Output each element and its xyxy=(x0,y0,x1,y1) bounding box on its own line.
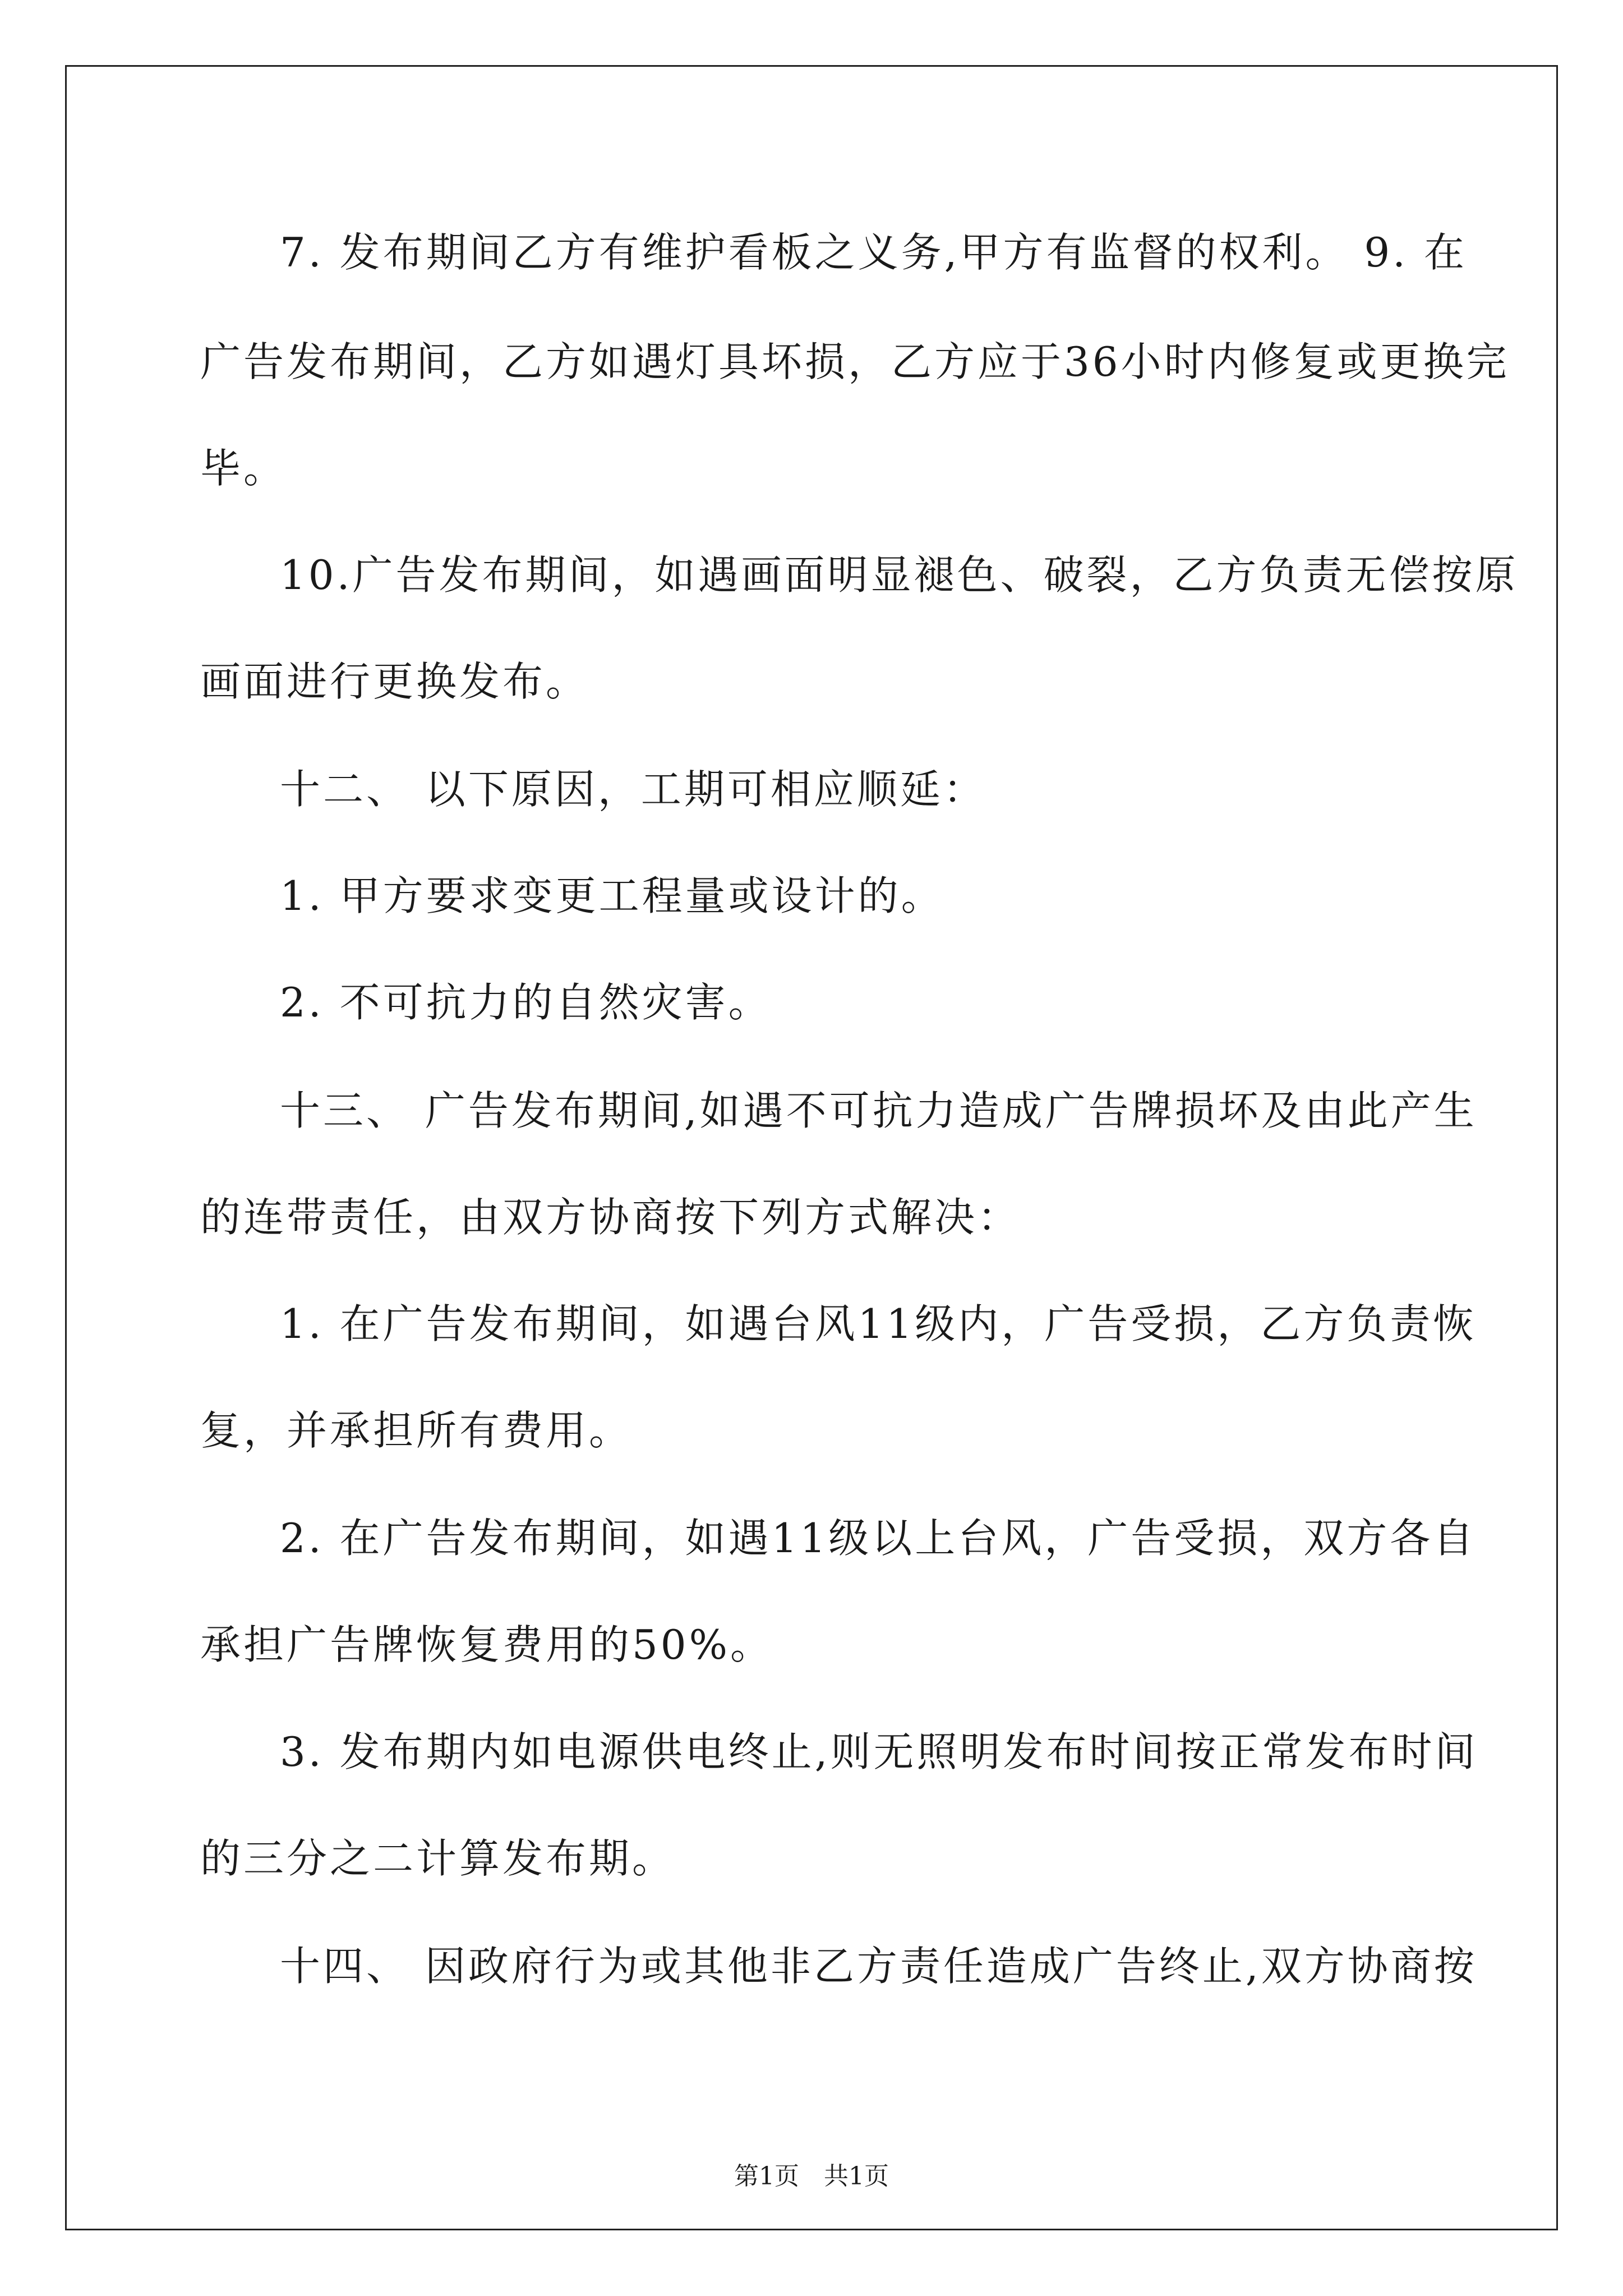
list-item-1: 1. 甲方要求变更工程量或设计的。 xyxy=(280,872,944,919)
sub-item-3-line-1: 3. 发布期内如电源供电终止,则无照明发布时间按正常发布时间 xyxy=(280,1728,1478,1775)
paragraph-1-line-3: 毕。 xyxy=(200,445,287,492)
section-heading-12: 十二、 以下原因，工期可相应顺延： xyxy=(280,766,986,813)
sub-item-1-line-1: 1. 在广告发布期间，如遇台风11级内，广告受损，乙方负责恢 xyxy=(280,1300,1477,1347)
sub-item-2-line-1: 2. 在广告发布期间，如遇11级以上台风，广告受损，双方各自 xyxy=(280,1515,1477,1562)
section-heading-14: 十四、 因政府行为或其他非乙方责任造成广告终止,双方协商按 xyxy=(280,1943,1477,1990)
paragraph-2-line-1: 10.广告发布期间，如遇画面明显褪色、破裂，乙方负责无偿按原 xyxy=(280,551,1519,599)
list-item-2: 2. 不可抗力的自然灾害。 xyxy=(280,979,772,1026)
sub-item-2-line-2: 承担广告牌恢复费用的50%。 xyxy=(200,1621,774,1668)
sub-item-3-line-2: 的三分之二计算发布期。 xyxy=(200,1835,676,1882)
section-heading-13-line-1: 十三、 广告发布期间,如遇不可抗力造成广告牌损坏及由此产生 xyxy=(280,1087,1477,1134)
paragraph-2-line-2: 画面进行更换发布。 xyxy=(200,658,589,705)
paragraph-1-line-2: 广告发布期间，乙方如遇灯具坏损，乙方应于36小时内修复或更换完 xyxy=(200,338,1510,385)
sub-item-1-line-2: 复，并承担所有费用。 xyxy=(200,1407,633,1454)
section-heading-13-line-2: 的连带责任，由双方协商按下列方式解决： xyxy=(200,1194,1021,1241)
paragraph-1-line-1: 7. 发布期间乙方有维护看板之义务,甲方有监督的权利。 9. 在 xyxy=(280,229,1467,276)
page-number-footer: 第1页 共1页 xyxy=(734,2162,889,2191)
